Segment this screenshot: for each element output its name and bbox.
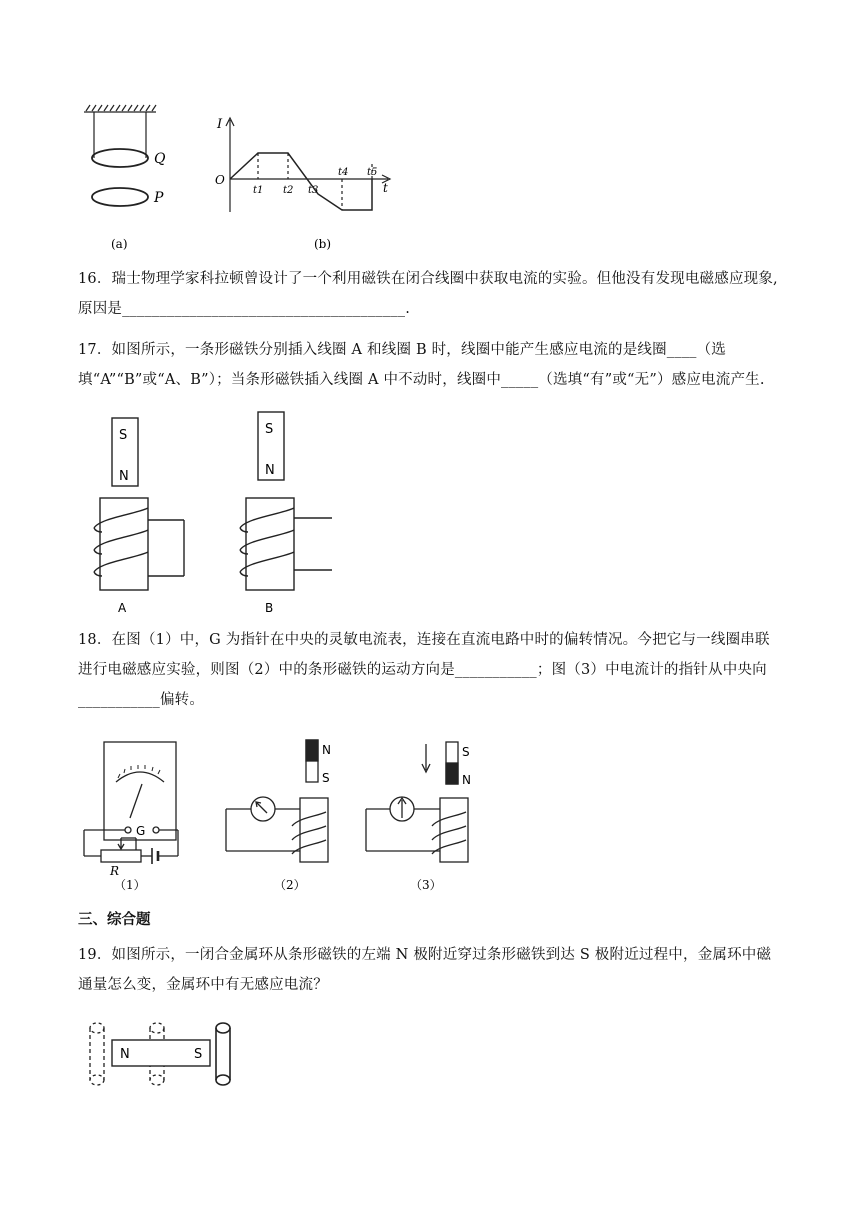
caption-b: (b) [314, 237, 332, 251]
current-time-graph [226, 118, 390, 212]
question-16: 16．瑞士物理学家科拉顿曾设计了一个利用磁铁在闭合线圈中获取电流的实验。但他没有发现电磁感应现象,原因是______________________________________. [78, 271, 778, 317]
label-Q: Q [154, 151, 166, 167]
label-P: P [154, 190, 164, 206]
figure-rings-and-current-graph [70, 100, 410, 260]
question-17: 17．如图所示，一条形磁铁分别插入线圈 A 和线圈 B 时，线圈中能产生感应电流的是线圈____（选填“A”“B”或“A、B”）；当条形磁铁插入线圈 A 中不动时，线圈中_____（选填“有”或“无”）感应电流产生. [78, 342, 765, 388]
caption-3: （3） [410, 878, 442, 892]
coil-B [240, 498, 332, 590]
galvanometer-G-label: G [136, 824, 146, 838]
question-19: 19．如图所示，一闭合金属环从条形磁铁的左端 N 极附近穿过条形磁铁到达 S 极附近过程中，金属环中磁通量怎么变，金属环中有无感应电流？ [78, 947, 772, 993]
magnet-2-top-pole: N [322, 743, 331, 757]
magnet-3-bottom-pole: N [462, 773, 471, 787]
ring-Q [92, 149, 148, 167]
magnet-B-top-pole: S [265, 422, 274, 437]
ceiling-support [84, 105, 156, 158]
magnet-3-top-pole: S [462, 745, 470, 759]
magnet-S-pole: S [194, 1047, 203, 1062]
coil-A [94, 498, 184, 590]
origin-label: O [215, 173, 225, 187]
magnet-2-bottom-pole: S [322, 771, 330, 785]
question-18: 18．在图（1）中，G 为指针在中央的灵敏电流表，连接在直流电路中时的偏转情况。今把它与一线圈串联进行电磁感应实验，则图（2）中的条形磁铁的运动方向是___________；图（3）中电流计的指针从中央向___________偏转。 [78, 632, 770, 708]
tick-t4: t4 [338, 167, 349, 178]
tick-t3: t3 [308, 185, 319, 196]
axis-I-label: I [217, 117, 223, 132]
ring-P [92, 188, 148, 206]
caption-1: （1） [114, 878, 146, 892]
magnet-B-bottom-pole: N [265, 463, 275, 478]
figure-galvanometer-experiments [76, 736, 496, 896]
tick-t2: t2 [283, 185, 294, 196]
axis-t-label: t [383, 181, 388, 195]
resistor-R-label: R [110, 864, 120, 878]
magnet-N-pole: N [120, 1047, 130, 1062]
caption-2: （2） [274, 878, 306, 892]
experiment-3 [366, 742, 468, 862]
section-heading-comprehensive: 三、综合题 [78, 912, 151, 928]
figure-magnets-coils-AB [80, 410, 360, 620]
coil-A-label: A [118, 601, 127, 615]
experiment-2 [226, 740, 328, 862]
caption-a: (a) [111, 237, 128, 251]
tick-t1: t1 [253, 185, 264, 196]
magnet-A-bottom-pole: N [119, 469, 129, 484]
coil-B-label: B [265, 601, 274, 615]
current-curve [230, 153, 372, 210]
galvanometer-circuit [84, 742, 178, 864]
figure-ring-passing-magnet [80, 1018, 250, 1094]
magnet-A-top-pole: S [119, 428, 128, 443]
ring-final-position [216, 1023, 230, 1085]
tick-t5: t5 [367, 167, 378, 178]
